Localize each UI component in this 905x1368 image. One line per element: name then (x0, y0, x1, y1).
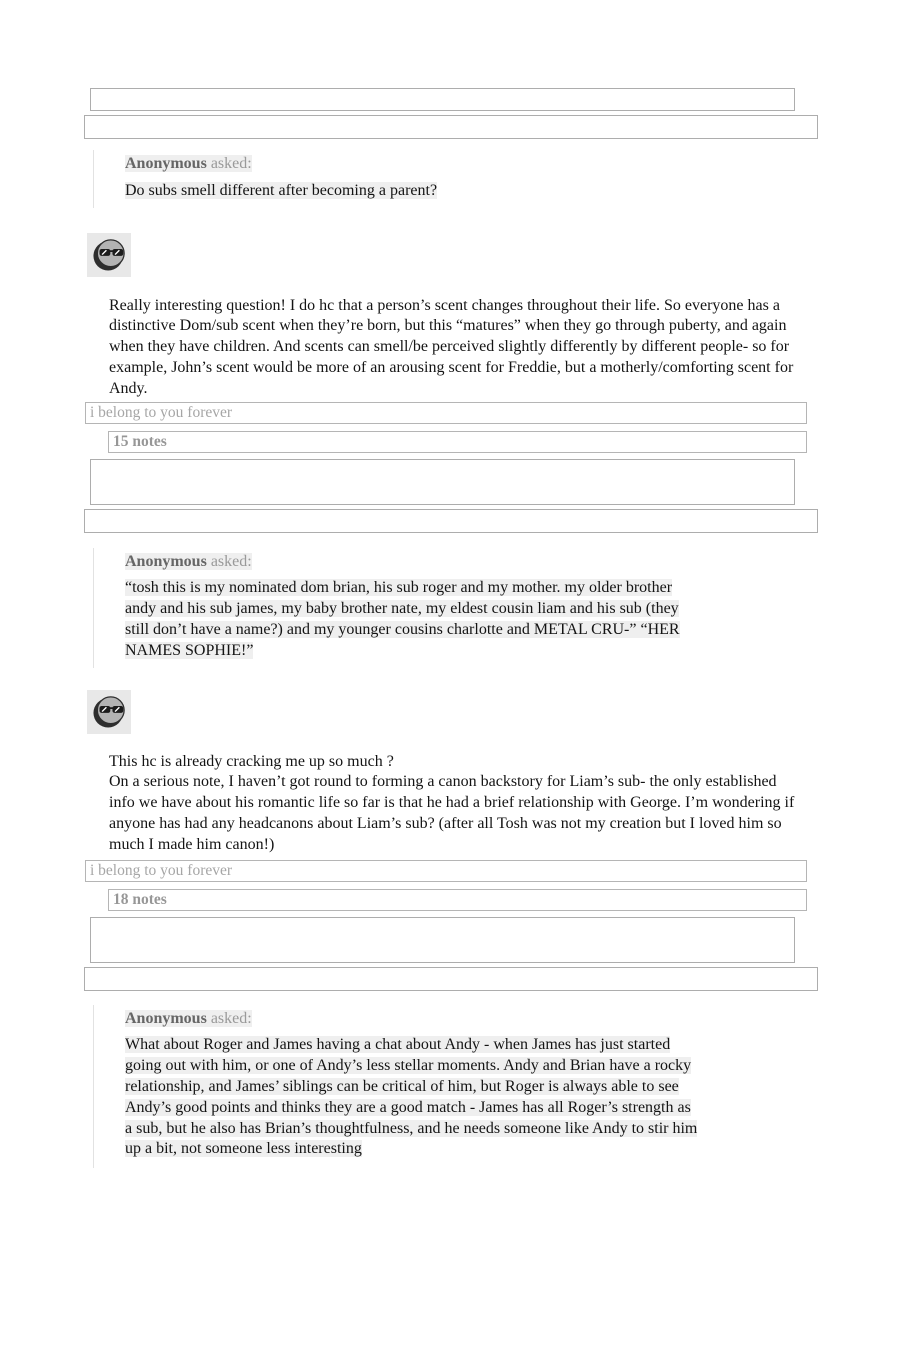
empty-embed-box[interactable] (84, 509, 818, 533)
ask-block (93, 150, 905, 208)
tags-field[interactable]: i belong to you forever (85, 402, 807, 424)
notes-count-field[interactable]: 18 notes (108, 889, 807, 911)
answer-text: Really interesting question! I do hc that a person’s scent changes throughout their life. So everyone has a distinctive Dom/sub scent when they’re born, but this “matures” when they go through puberty, and again when they have children. And scents can smell/be perceived slightly differently by different people- so for example, John’s scent would be more of an arousing scent for Freddie, but a motherly/comforting scent for Andy. (109, 296, 794, 397)
notes-count-field[interactable]: 15 notes (108, 431, 807, 453)
empty-embed-box[interactable] (90, 88, 795, 111)
ask-header (125, 552, 905, 573)
asker-name: Anonymous (125, 1009, 207, 1027)
ask-block (93, 548, 905, 668)
answer-text: This hc is already cracking me up so much ? On a serious note, I haven’t got round to forming a canon backstory for Liam’s sub- the only established info we have about his romantic life so far is that he had a brief relationship with George. I’m wondering if anyone has had any headcanons about Liam’s sub? (after all Tosh was not my creation but I loved him so much I made him canon!) (109, 752, 795, 853)
blog-page (0, 88, 905, 1368)
blog-avatar[interactable] (87, 690, 131, 734)
ask-question: Do subs smell different after becoming a parent? (125, 181, 438, 199)
empty-embed-box[interactable] (84, 115, 818, 139)
ask-header (125, 154, 905, 175)
tags-field[interactable]: i belong to you forever (85, 860, 807, 882)
ask-block (93, 1005, 905, 1169)
empty-embed-box[interactable] (90, 917, 795, 963)
ask-question: “tosh this is my nominated dom brian, his sub roger and my mother. my older brother andy and his sub james, my baby brother nate, my eldest cousin liam and his sub (they still don’t have a name?) and my younger cousins charlotte and METAL CRU-” “HER NAMES SOPHIE!” (125, 579, 680, 659)
ask-question: What about Roger and James having a chat about Andy - when James has just started going out with him, or one of Andy’s less stellar moments. Andy and Brian have a rocky relationship, and James’ siblings can be critical of him, but Roger is always able to see Andy’s good points and thinks they are a good match - James has all Roger’s strength as a sub, but he also has Brian’s thoughtfulness, and he needs someone like Andy to stir him up a bit, not someone less interesting (125, 1036, 698, 1158)
asked-label: asked: (206, 1009, 252, 1027)
blog-avatar[interactable] (87, 233, 131, 277)
sunglasses-face-icon (90, 693, 128, 731)
empty-embed-box[interactable] (90, 459, 795, 505)
empty-embed-box[interactable] (84, 967, 818, 991)
sunglasses-face-icon (90, 236, 128, 274)
asker-name: Anonymous (125, 552, 207, 570)
asked-label: asked: (206, 552, 252, 570)
ask-header (125, 1009, 905, 1030)
asked-label: asked: (206, 155, 252, 172)
asker-name: Anonymous (125, 155, 207, 172)
